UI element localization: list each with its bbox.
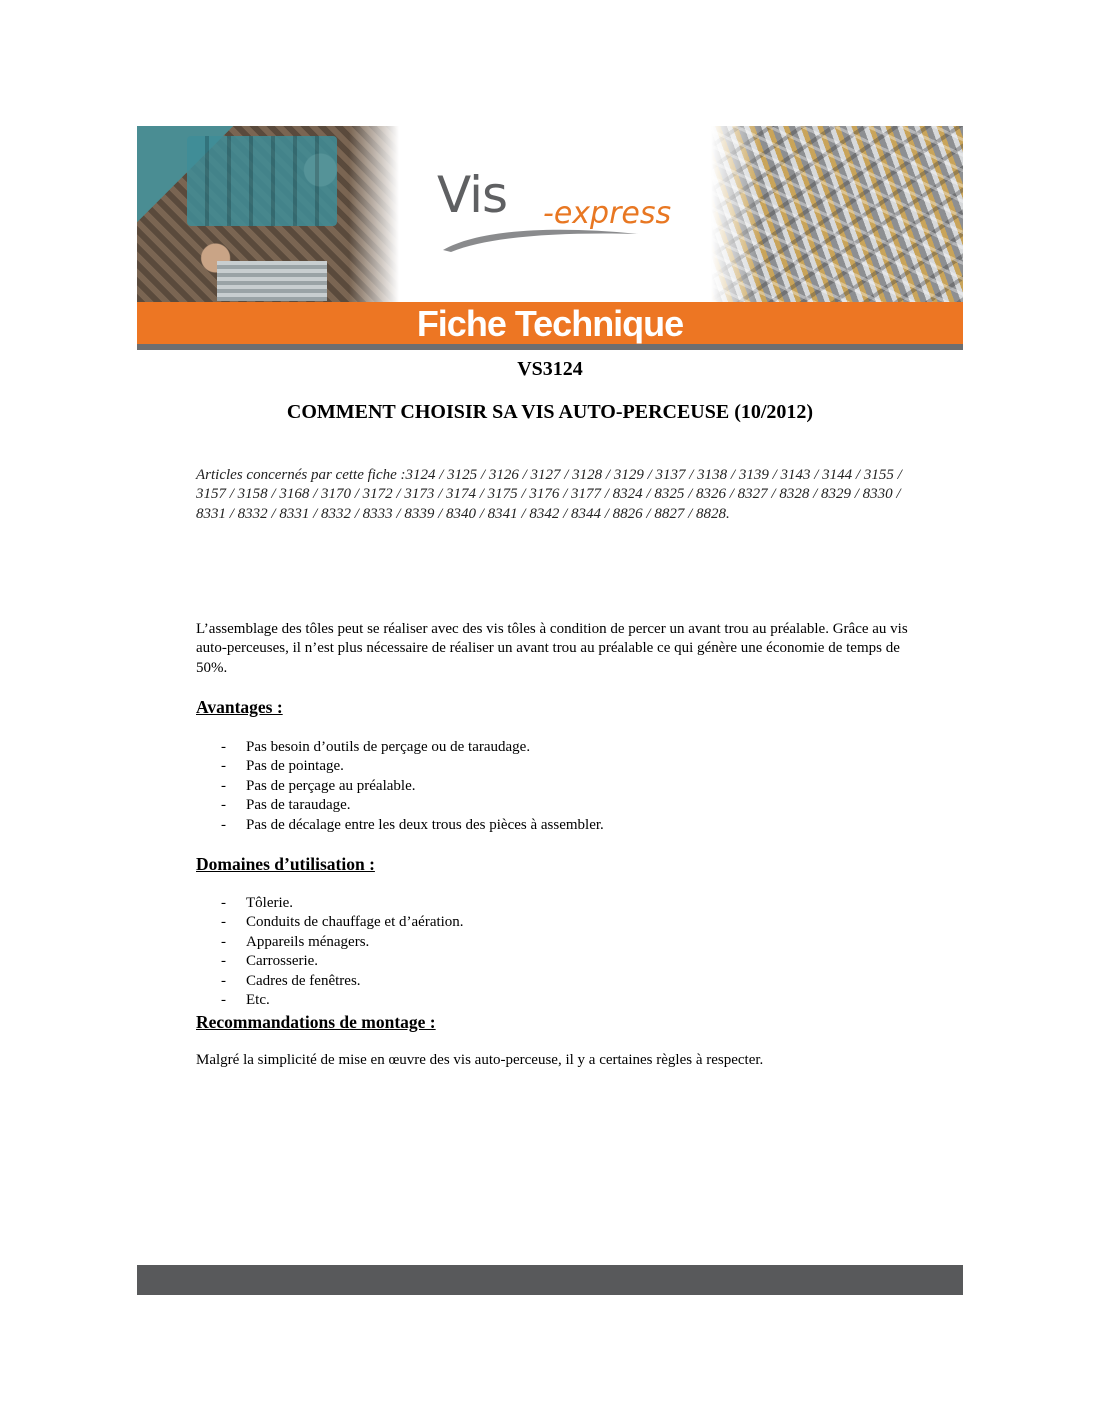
avantages-list: [196, 738, 604, 835]
articles-list: Articles concernés par cette fiche :3124 / 3125 / 3126 / 3127 / 3128 / 3129 / 3137 / 3138 / 3139 / 3143 / 3144 / 3155 / 3157 / 3158 / 3168 / 3170 / 3172 / 3173 / 3174 / 3175 / 3176 / 3177 / 8324 / 8325 / 8326 / 8327 / 8328 / 8329 / 8330 / 8331 / 8332 / 8331 / 8332 / 8333 / 8339 / 8340 / 8341 / 8342 / 8344 / 8826 / 8827 / 8828.: [196, 467, 902, 522]
logo-swoosh-icon: [441, 224, 641, 254]
tools-photo: [137, 126, 399, 302]
list-item: - Pas de pointage.: [196, 757, 604, 776]
list-item: - Pas besoin d’outils de perçage ou de taraudage.: [196, 738, 604, 757]
list-item: - Etc.: [196, 991, 464, 1010]
list-item: - Cadres de fenêtres.: [196, 972, 464, 991]
document-title: COMMENT CHOISIR SA VIS AUTO-PERCEUSE (10/2012): [286, 401, 814, 423]
footer-bar: [137, 1265, 963, 1295]
list-item: - Pas de perçage au préalable.: [196, 777, 604, 796]
intro-paragraph: L’assemblage des tôles peut se réaliser avec des vis tôles à condition de percer un avant trou au préalable. Grâce au vis auto-perceuses, il n’est plus nécessaire de réaliser un avant trou au préalable ce qui génère une économie de temps de 50%.: [196, 621, 908, 676]
recommandations-text: Malgré la simplicité de mise en œuvre des vis auto-perceuse, il y a certaines règles à respecter.: [196, 1052, 764, 1068]
band-title: Fiche Technique: [416, 303, 684, 344]
header-banner: [137, 126, 963, 350]
list-item: - Carrosserie.: [196, 952, 464, 971]
list-item: - Pas de décalage entre les deux trous des pièces à assembler.: [196, 816, 604, 835]
screws-photo: [711, 126, 963, 302]
fiche-technique-band: [137, 302, 963, 344]
banner-divider: [137, 344, 963, 350]
product-reference: VS3124: [517, 358, 583, 380]
list-item: - Appareils ménagers.: [196, 933, 464, 952]
avantages-heading: Avantages :: [196, 697, 283, 717]
recommandations-heading: Recommandations de montage :: [196, 1012, 436, 1032]
domaines-heading: Domaines d’utilisation :: [196, 854, 375, 874]
list-item: - Pas de taraudage.: [196, 796, 604, 815]
list-item: - Conduits de chauffage et d’aération.: [196, 913, 464, 932]
vis-express-logo: Vis -express: [437, 166, 677, 276]
list-item: - Tôlerie.: [196, 894, 464, 913]
domaines-list: [196, 894, 464, 1010]
